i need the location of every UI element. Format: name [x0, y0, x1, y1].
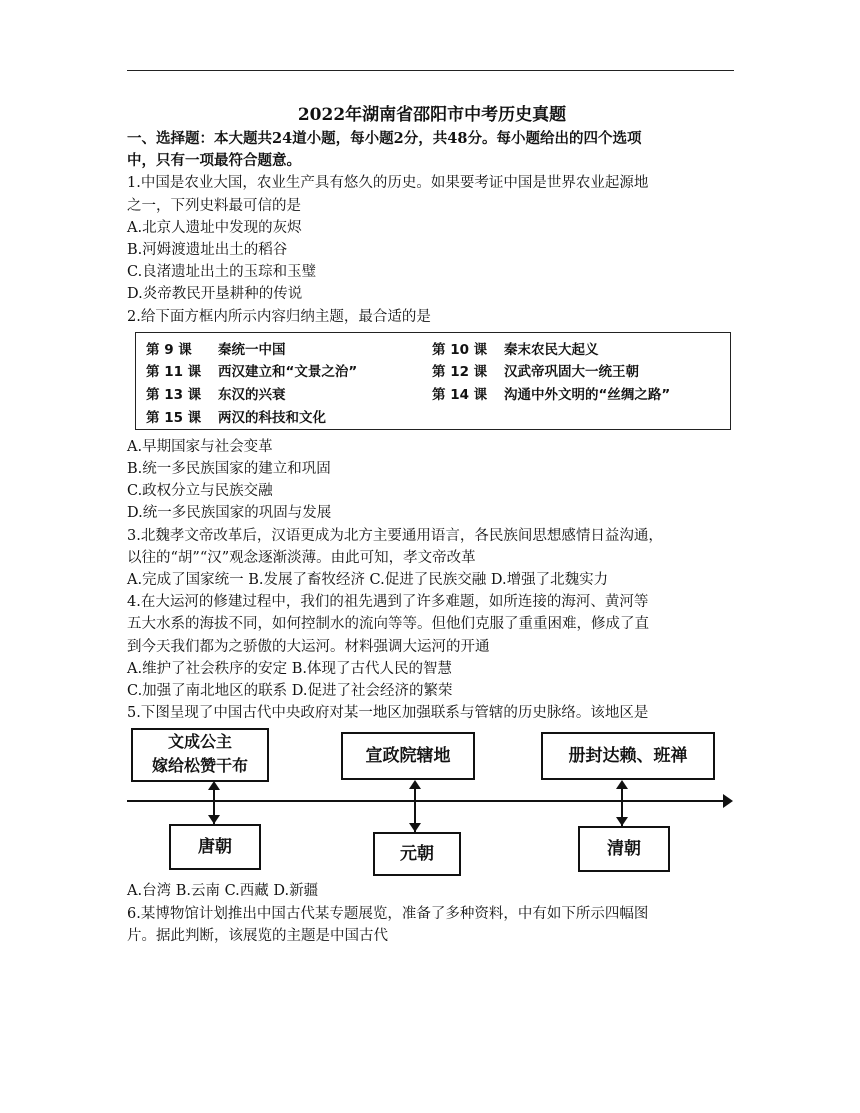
lesson-number: 第 9 课 — [146, 341, 192, 358]
qing-event-box — [541, 732, 715, 780]
q4-stem-line3: 到今天我们都为之骄傲的大运河。材料强调大运河的开通 — [127, 638, 490, 655]
tang-arrow-up — [208, 781, 220, 790]
yuan-dynasty-label: 元朝 — [400, 844, 434, 865]
lesson-title: 汉武帝巩固大一统王朝 — [504, 363, 639, 380]
q2-option-a: A.早期国家与社会变革 — [127, 438, 273, 455]
q4-stem-line2: 五大水系的海拔不同，如何控制水的流向等等。但他们克服了重重困难，修成了直 — [127, 616, 649, 633]
lesson-item — [432, 383, 670, 403]
lesson-item — [146, 383, 286, 403]
q6-stem-line2: 片。据此判断，该展览的主题是中国古代 — [127, 927, 388, 944]
q1-option-b: B.河姆渡遗址出土的稻谷 — [127, 242, 288, 259]
q1-option-c: C.良渚遗址出土的玉琮和玉璧 — [127, 264, 317, 281]
lesson-item — [146, 406, 326, 426]
tang-dynasty-label: 唐朝 — [198, 837, 232, 858]
q6-stem-line1: 6.某博物馆计划推出中国古代某专题展览，准备了多种资料，中有如下所示四幅图 — [127, 905, 649, 922]
q4-stem-line1: 4.在大运河的修建过程中，我们的祖先遇到了许多难题，如所连接的海河、黄河等 — [127, 594, 649, 611]
page-title: 2022年湖南省邵阳市中考历史真题 — [297, 105, 567, 125]
q3-stem-line2: 以往的“胡”“汉”观念逐渐淡薄。由此可知，孝文帝改革 — [127, 549, 476, 566]
q5-options: A.台湾 B.云南 C.西藏 D.新疆 — [127, 883, 319, 900]
q1-option-d: D.炎帝教民开垦耕种的传说 — [127, 286, 303, 303]
q2-stem: 2.给下面方框内所示内容归纳主题，最合适的是 — [127, 308, 431, 325]
tang-dynasty-box — [169, 824, 261, 870]
lesson-item — [146, 360, 357, 380]
q1-stem-line2: 之一，下列史料最可信的是 — [127, 197, 301, 214]
qing-event-label: 册封达赖、班禅 — [568, 746, 688, 767]
lesson-item — [146, 338, 286, 358]
qing-arrow-up — [616, 780, 628, 789]
qing-dynasty-box — [578, 826, 670, 872]
q3-options: A.完成了国家统一 B.发展了畜牧经济 C.促进了民族交融 D.增强了北魏实力 — [127, 572, 609, 589]
section-header-line2: 中，只有一项最符合题意。 — [127, 152, 301, 170]
qing-arrow-down — [616, 817, 628, 826]
yuan-arrow-up — [409, 780, 421, 789]
lesson-title: 沟通中外文明的“丝绸之路” — [504, 386, 671, 403]
tang-event-box — [131, 728, 269, 782]
section-header-line1: 一、选择题：本大题共24道小题，每小题2分，共48分。每小题给出的四个选项 — [127, 130, 642, 147]
qing-dynasty-label: 清朝 — [607, 839, 641, 860]
q1-stem-line1: 1.中国是农业大国，农业生产具有悠久的历史。如果要考证中国是世界农业起源地 — [127, 175, 649, 192]
q2-option-c: C.政权分立与民族交融 — [127, 483, 273, 500]
lesson-title: 西汉建立和“文景之治” — [218, 363, 358, 380]
q4-options-line1: A.维护了社会秩序的安定 B.体现了古代人民的智慧 — [127, 660, 452, 677]
lesson-list-box — [135, 332, 731, 430]
q2-option-b: B.统一多民族国家的建立和巩固 — [127, 461, 331, 478]
lesson-number: 第 13 课 — [146, 386, 202, 403]
lesson-title: 东汉的兴衰 — [218, 386, 286, 403]
q2-option-d: D.统一多民族国家的巩固与发展 — [127, 505, 332, 522]
timeline-axis — [127, 800, 727, 802]
q3-stem-line1: 3.北魏孝文帝改革后，汉语更成为北方主要通用语言，各民族间思想感情日益沟通， — [127, 527, 663, 544]
q5-timeline-diagram — [127, 728, 737, 878]
header-rule — [127, 70, 734, 71]
lesson-number: 第 11 课 — [146, 363, 202, 380]
lesson-item — [432, 338, 599, 358]
q1-option-a: A.北京人遗址中发现的灰烬 — [127, 219, 302, 236]
lesson-number: 第 12 课 — [432, 363, 488, 380]
exam-page — [127, 104, 737, 947]
lesson-title: 秦末农民大起义 — [504, 341, 599, 358]
tang-event-line1: 文成公主 — [167, 732, 232, 752]
yuan-event-label: 宣政院辖地 — [365, 746, 451, 767]
yuan-dynasty-box — [373, 832, 461, 876]
lesson-title: 两汉的科技和文化 — [218, 409, 326, 426]
lesson-item — [432, 360, 639, 380]
yuan-arrow-down — [409, 823, 421, 832]
lesson-number: 第 10 课 — [432, 341, 488, 358]
lesson-number: 第 15 课 — [146, 409, 202, 426]
yuan-event-box — [341, 732, 475, 780]
lesson-number: 第 14 课 — [432, 386, 488, 403]
q5-stem: 5.下图呈现了中国古代中央政府对某一地区加强联系与管辖的历史脉络。该地区是 — [127, 705, 649, 722]
q4-options-line2: C.加强了南北地区的联系 D.促进了社会经济的繁荣 — [127, 683, 453, 700]
timeline-arrowhead — [723, 794, 733, 808]
lesson-title: 秦统一中国 — [218, 341, 286, 358]
tang-event-line2: 嫁给松赞干布 — [151, 756, 248, 776]
tang-arrow-down — [208, 815, 220, 824]
